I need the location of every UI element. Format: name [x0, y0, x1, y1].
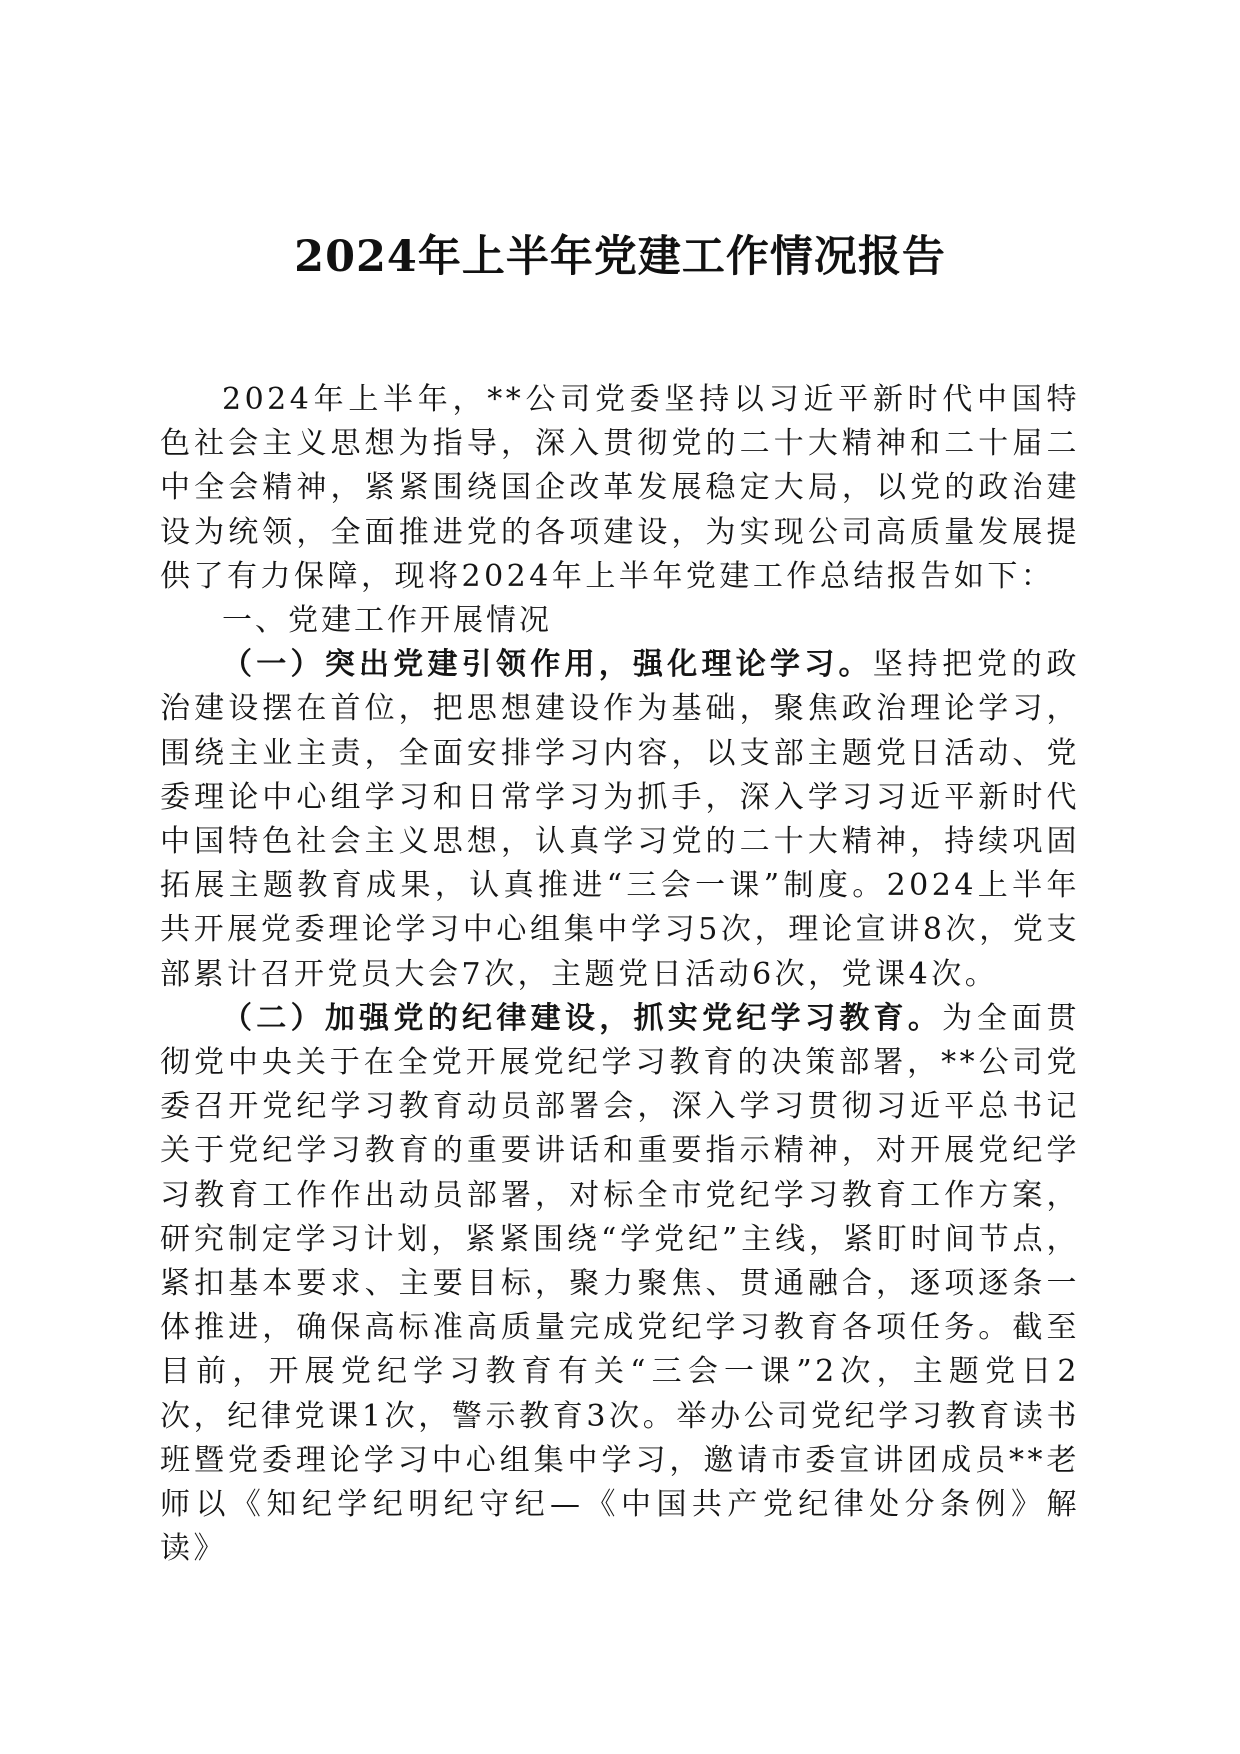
item-1-lead: （一）突出党建引领作用，强化理论学习。	[222, 647, 873, 683]
item-1-paragraph	[160, 643, 1080, 997]
section-heading: 一、党建工作开展情况	[222, 603, 552, 639]
item-2-lead: （二）加强党的纪律建设，抓实党纪学习教育。	[222, 1000, 943, 1036]
item-2-text: 为全面贯彻党中央关于在全党开展党纪学习教育的决策部署，**公司党委召开党纪学习教育动员部署会，深入学习贯彻习近平总书记关于党纪学习教育的重要讲话和重要指示精神，对开展党纪学习教育工作作出动员部署，对标全市党纪学习教育工作方案，研究制定学习计划，紧紧围绕“学党纪”主线，紧盯时间节点，紧扣基本要求、主要目标，聚力聚焦、贯通融合，逐项逐条一体推进，确保高标准高质量完成党纪学习教育各项任务。截至目前，开展党纪学习教育有关“三会一课”2次，主题党日2次，纪律党课1次，警示教育3次。举办公司党纪学习教育读书班暨党委理论学习中心组集中学习，邀请市委宣讲团成员**老师以《知纪学纪明纪守纪—《中国共产党纪律处分条例》解读》	[160, 1000, 1081, 1567]
document-body	[160, 378, 1080, 1571]
intro-paragraph: 2024年上半年，**公司党委坚持以习近平新时代中国特色社会主义思想为指导，深入贯彻党的二十大精神和二十届二中全会精神，紧紧围绕国企改革发展稳定大局，以党的政治建设为统领，全面推进党的各项建设，为实现公司高质量发展提供了有力保障，现将2024年上半年党建工作总结报告如下：	[160, 382, 1080, 594]
item-1-text: 坚持把党的政治建设摆在首位，把思想建设作为基础，聚焦政治理论学习，围绕主业主责，全面安排学习内容，以支部主题党日活动、党委理论中心组学习和日常学习为抓手，深入学习习近平新时代中国特色社会主义思想，认真学习党的二十大精神，持续巩固拓展主题教育成果，认真推进“三会一课”制度。2024上半年共开展党委理论学习中心组集中学习5次，理论宣讲8次，党支部累计召开党员大会7次，主题党日活动6次，党课4次。	[160, 647, 1080, 992]
item-2-paragraph	[160, 997, 1080, 1572]
document-title: 2024年上半年党建工作情况报告	[294, 232, 946, 282]
